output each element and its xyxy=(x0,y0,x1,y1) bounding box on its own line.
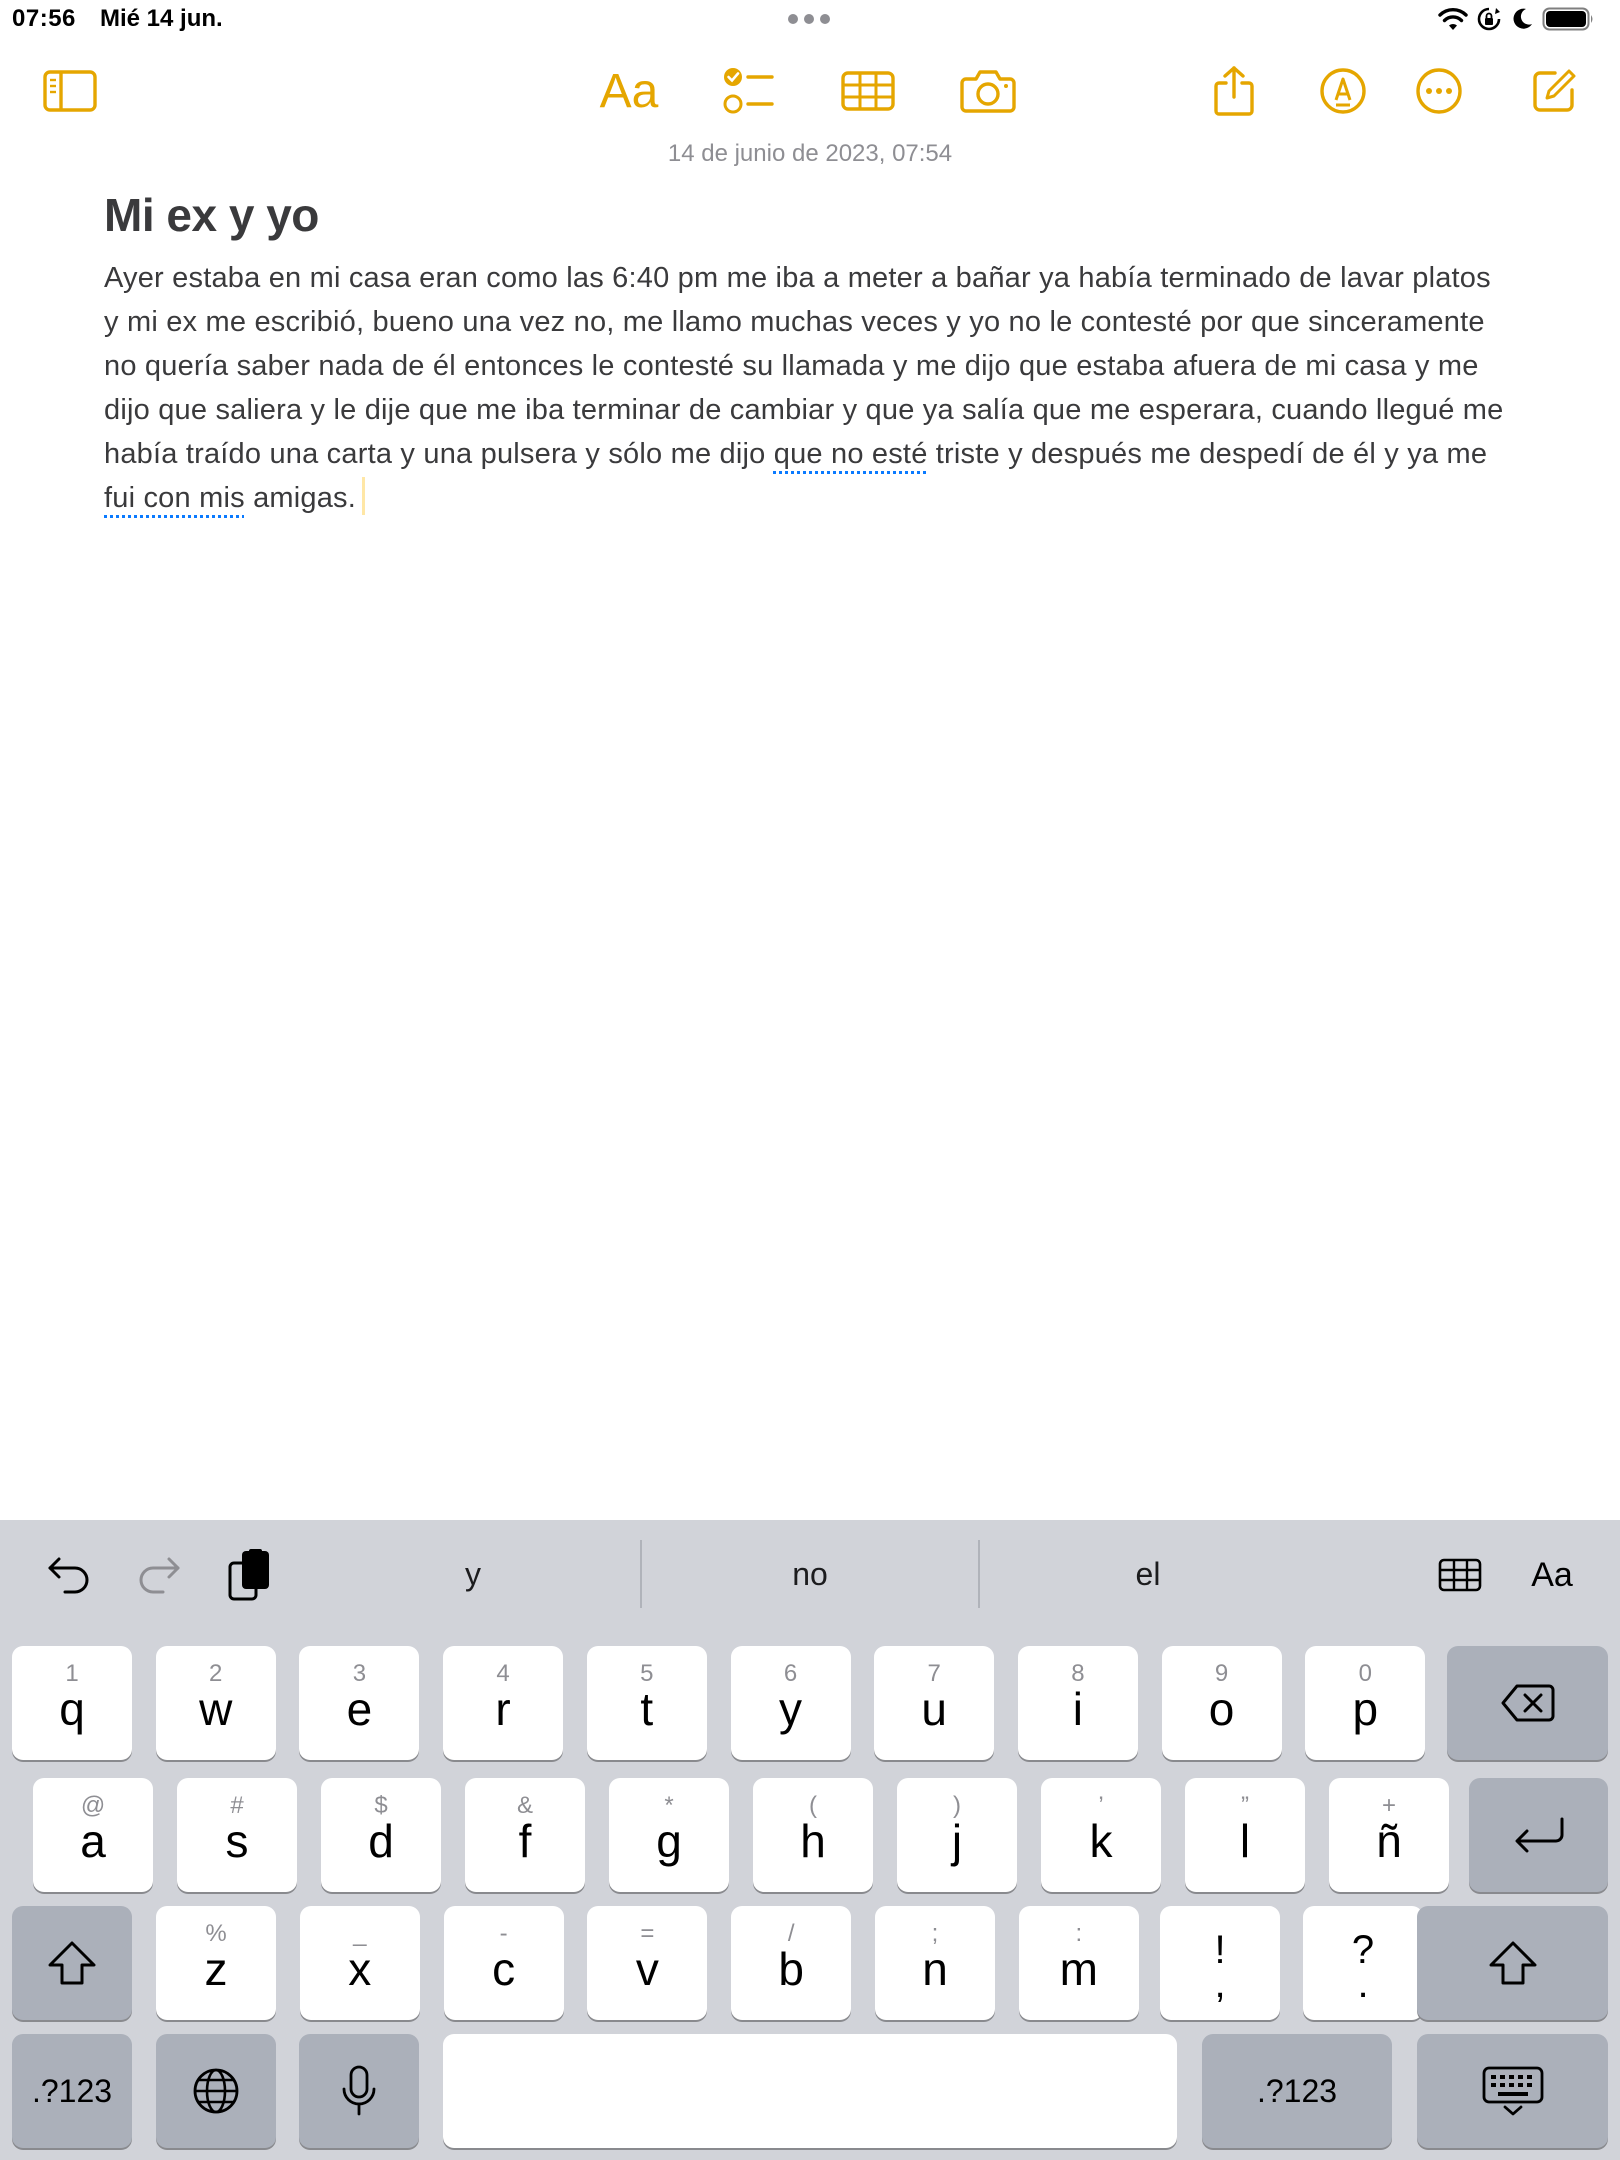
sidebar-button[interactable] xyxy=(42,60,98,122)
key-secondary-char: @ xyxy=(80,1792,106,1819)
key-k[interactable] xyxy=(1041,1778,1161,1892)
key-t[interactable] xyxy=(587,1646,707,1760)
more-button[interactable] xyxy=(1414,60,1464,122)
text-cursor xyxy=(362,477,365,515)
grammar-flag[interactable]: fui con mis xyxy=(104,482,245,514)
key-r[interactable] xyxy=(443,1646,563,1760)
note-body[interactable] xyxy=(104,256,1504,520)
key-q[interactable] xyxy=(12,1646,132,1760)
key-o[interactable] xyxy=(1162,1646,1282,1760)
numbers-label: .?123 xyxy=(31,2072,113,2109)
key-f[interactable] xyxy=(465,1778,585,1892)
key-h[interactable] xyxy=(753,1778,873,1892)
key-primary-char: c xyxy=(492,1943,516,1995)
markup-pen-icon xyxy=(1319,67,1367,115)
key-primary-char: a xyxy=(80,1815,106,1867)
key-primary-char: y xyxy=(779,1683,802,1735)
globe-key[interactable] xyxy=(156,2034,276,2148)
key-primary-char: z xyxy=(204,1943,228,1995)
key-secondary-char: 8 xyxy=(1071,1660,1085,1687)
key-l[interactable] xyxy=(1185,1778,1305,1892)
key-primary-char: k xyxy=(1089,1815,1113,1867)
key-secondary-char: 2 xyxy=(209,1660,223,1687)
key-g[interactable] xyxy=(609,1778,729,1892)
compose-icon xyxy=(1531,68,1577,114)
key-secondary-char: * xyxy=(664,1792,674,1819)
sidebar-icon xyxy=(43,70,97,112)
shift-key-left[interactable] xyxy=(12,1906,132,2020)
key-primary-char: n xyxy=(922,1943,948,1995)
key-primary-char: d xyxy=(368,1815,394,1867)
space-key[interactable] xyxy=(443,2034,1177,2148)
key-secondary-char: 4 xyxy=(496,1660,510,1687)
camera-button[interactable] xyxy=(960,60,1016,122)
key-secondary-char: 3 xyxy=(352,1660,367,1687)
note-date: 14 de junio de 2023, 07:54 xyxy=(667,140,953,167)
suggestion[interactable]: el xyxy=(1135,1556,1161,1592)
key-x[interactable] xyxy=(300,1906,420,2020)
status-time: 07:56 xyxy=(12,5,76,32)
key-a[interactable] xyxy=(33,1778,153,1892)
globe-icon xyxy=(192,2067,240,2115)
key-primary-char: f xyxy=(518,1815,532,1867)
key-secondary-char: # xyxy=(230,1792,244,1819)
key-p[interactable] xyxy=(1305,1646,1425,1760)
key-secondary-char: 5 xyxy=(640,1660,654,1687)
markup-button[interactable] xyxy=(1318,60,1368,122)
shift-icon xyxy=(47,1940,97,1986)
wifi-icon xyxy=(1438,6,1468,37)
return-icon xyxy=(1512,1815,1566,1855)
text-format-button[interactable] xyxy=(1524,1550,1580,1600)
key-top-char: ? xyxy=(1351,1928,1375,1972)
delete-icon xyxy=(1501,1683,1555,1723)
key-primary-char: t xyxy=(640,1683,654,1735)
key-secondary-char: ’ xyxy=(1098,1792,1104,1819)
key-question-period[interactable] xyxy=(1303,1906,1423,2020)
key-primary-char: l xyxy=(1239,1815,1251,1867)
table-icon xyxy=(1438,1558,1482,1592)
key-primary-char: b xyxy=(778,1943,804,1995)
key-primary-char: g xyxy=(656,1815,682,1867)
key-secondary-char: ” xyxy=(1241,1792,1249,1819)
text-format-label: Aa xyxy=(1531,1555,1573,1594)
note-body-text: amigas. xyxy=(244,482,357,514)
return-key[interactable] xyxy=(1469,1778,1608,1892)
key-v[interactable] xyxy=(587,1906,707,2020)
suggestion-divider xyxy=(640,1540,642,1608)
status-icons xyxy=(1438,6,1608,34)
multitasking-dots-icon[interactable] xyxy=(788,14,832,26)
key-secondary-char: 1 xyxy=(65,1660,79,1687)
key-primary-char: x xyxy=(348,1943,372,1995)
key-primary-char: s xyxy=(225,1815,249,1867)
key-top-char: ! xyxy=(1214,1928,1226,1972)
key-z[interactable] xyxy=(156,1906,276,2020)
key-n[interactable] xyxy=(875,1906,995,2020)
key-primary-char: ñ xyxy=(1376,1815,1402,1867)
checklist-icon xyxy=(720,66,776,116)
key-secondary-char: $ xyxy=(374,1792,388,1819)
key-w[interactable] xyxy=(156,1646,276,1760)
key-secondary-char: 9 xyxy=(1214,1660,1229,1687)
key-ñ[interactable] xyxy=(1329,1778,1449,1892)
suggestion[interactable]: no xyxy=(792,1556,828,1592)
key-primary-char: r xyxy=(495,1683,511,1735)
more-icon xyxy=(1415,67,1463,115)
key-primary-char: m xyxy=(1059,1943,1098,1995)
rotation-lock-icon xyxy=(1476,6,1502,37)
format-label: Aa xyxy=(599,64,659,118)
undo-button[interactable] xyxy=(44,1550,94,1600)
share-button[interactable] xyxy=(1212,60,1256,122)
key-primary-char: i xyxy=(1072,1683,1083,1735)
key-secondary-char: ) xyxy=(953,1792,961,1819)
key-secondary-char: ( xyxy=(809,1792,817,1819)
key-d[interactable] xyxy=(321,1778,441,1892)
keyboard-shortcut-bar xyxy=(0,1520,1620,1630)
moon-icon xyxy=(1510,6,1534,37)
dictation-key[interactable] xyxy=(299,2034,419,2148)
key-primary-char: q xyxy=(59,1683,85,1735)
key-primary-char: p xyxy=(1352,1683,1379,1735)
note-body-text: triste y después me despedí de él y ya me xyxy=(927,438,1488,470)
keyboard xyxy=(0,1520,1620,2160)
undo-icon xyxy=(47,1555,91,1595)
numbers-label: .?123 xyxy=(1256,2072,1338,2109)
numbers-key-left[interactable] xyxy=(12,2034,132,2148)
dismiss-keyboard-key[interactable] xyxy=(1417,2034,1608,2148)
paste-button[interactable] xyxy=(224,1548,274,1602)
key-bottom-char: , xyxy=(1214,1962,1226,2006)
key-primary-char: v xyxy=(635,1943,659,1995)
checklist-button[interactable] xyxy=(720,60,776,122)
key-primary-char: j xyxy=(951,1815,963,1867)
note-title[interactable]: Mi ex y yo xyxy=(104,189,319,241)
camera-icon xyxy=(960,69,1016,113)
note-body-text: Ayer estaba en mi casa eran como las 6:40 pm me iba a meter a bañar ya había terminado de lavar platos y mi ex me escribió, bueno una vez no, me llamo muchas veces y yo no le contesté por que sinceramente no quería saber nada de él entonces le contesté su llamada y me dijo que estaba afuera de mi casa y me dijo que saliera y le dije que me iba terminar de cambiar y que ya salía que me esperara, cuando llegué me había traído una carta y una pulsera y sólo me dijo xyxy=(104,262,1504,470)
key-secondary-char: : xyxy=(1075,1920,1083,1947)
key-c[interactable] xyxy=(444,1906,564,2020)
key-secondary-char: - xyxy=(499,1920,508,1947)
redo-button[interactable] xyxy=(134,1550,184,1600)
delete-key[interactable] xyxy=(1447,1646,1608,1760)
redo-icon xyxy=(137,1555,181,1595)
key-bottom-char: . xyxy=(1357,1962,1369,2006)
key-exclamation-comma[interactable] xyxy=(1160,1906,1280,2020)
shift-icon xyxy=(1488,1940,1538,1986)
key-secondary-char: 6 xyxy=(783,1660,798,1687)
key-s[interactable] xyxy=(177,1778,297,1892)
key-secondary-char: ; xyxy=(931,1920,939,1947)
key-i[interactable] xyxy=(1018,1646,1138,1760)
paste-icon xyxy=(227,1549,271,1601)
suggestion[interactable]: y xyxy=(465,1556,481,1592)
format-button[interactable] xyxy=(600,60,658,122)
key-u[interactable] xyxy=(874,1646,994,1760)
table-button[interactable] xyxy=(840,60,896,122)
key-secondary-char: / xyxy=(787,1920,795,1947)
key-primary-char: e xyxy=(346,1683,373,1735)
key-secondary-char: = xyxy=(640,1920,655,1947)
key-secondary-char: % xyxy=(205,1920,227,1947)
key-secondary-char: + xyxy=(1381,1792,1396,1819)
key-e[interactable] xyxy=(299,1646,419,1760)
key-secondary-char: _ xyxy=(353,1920,367,1947)
key-y[interactable] xyxy=(731,1646,851,1760)
key-secondary-char: 7 xyxy=(927,1660,941,1687)
key-secondary-char: & xyxy=(516,1792,533,1819)
key-primary-char: o xyxy=(1208,1683,1235,1735)
key-secondary-char: 0 xyxy=(1358,1660,1372,1687)
microphone-icon xyxy=(341,2065,377,2117)
keyboard-dismiss-icon xyxy=(1481,2065,1545,2117)
key-primary-char: w xyxy=(199,1683,233,1735)
status-date: Mié 14 jun. xyxy=(100,5,223,32)
status-bar xyxy=(0,0,1620,44)
shift-key-right[interactable] xyxy=(1417,1906,1608,2020)
key-primary-char: u xyxy=(921,1683,947,1735)
table-icon xyxy=(841,71,895,111)
battery-icon xyxy=(1542,6,1596,37)
suggestion-divider xyxy=(978,1540,980,1608)
new-note-button[interactable] xyxy=(1530,60,1578,122)
key-m[interactable] xyxy=(1019,1906,1139,2020)
numbers-key-right[interactable] xyxy=(1202,2034,1392,2148)
key-b[interactable] xyxy=(731,1906,851,2020)
key-primary-char: h xyxy=(800,1815,826,1867)
key-j[interactable] xyxy=(897,1778,1017,1892)
grammar-flag[interactable]: que no esté xyxy=(773,438,928,470)
insert-table-button[interactable] xyxy=(1436,1554,1484,1596)
share-icon xyxy=(1213,65,1255,117)
